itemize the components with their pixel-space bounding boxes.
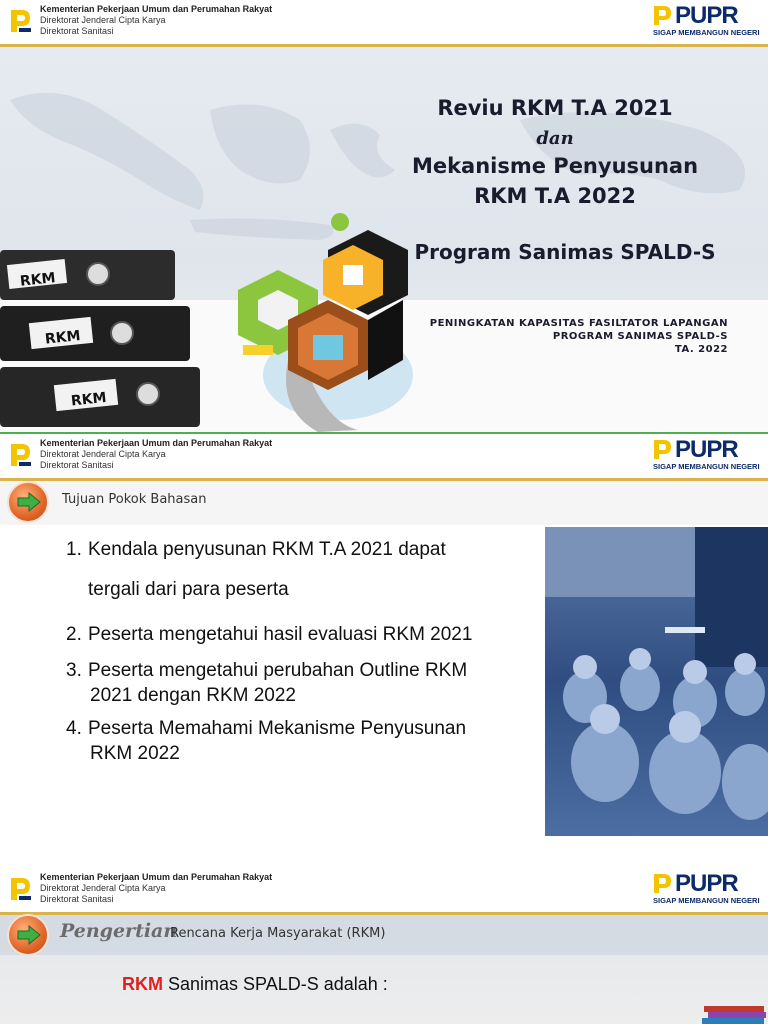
definition-heading: Pengertian — [60, 920, 178, 942]
arrow-right-icon — [7, 481, 49, 523]
slide-definition — [0, 868, 768, 1024]
binders-illustration — [0, 236, 205, 432]
title-line3: Mekanisme Penyusunan — [411, 154, 699, 178]
pupr-tagline: SIGAP MEMBANGUN NEGERI — [653, 28, 760, 37]
objective-item-2: 2. Peserta mengetahui hasil evaluasi RKM 2021 — [66, 624, 473, 645]
pupr-logo-icon — [653, 438, 673, 460]
subtitle-line3: TA. 2022 — [674, 344, 728, 355]
ministry-text — [40, 872, 272, 905]
ministry-line2: Direktorat Jenderal Cipta Karya — [40, 449, 166, 459]
title-line1: Reviu RKM T.A 2021 — [437, 96, 673, 120]
ministry-line3: Direktorat Sanitasi — [40, 26, 114, 36]
arrow-right-icon — [7, 914, 49, 956]
ministry-text — [40, 4, 272, 37]
ministry-line2: Direktorat Jenderal Cipta Karya — [40, 883, 166, 893]
definition-subheading: Rencana Kerja Masyarakat (RKM) — [170, 926, 386, 941]
objective-item-3: 3. Peserta mengetahui perubahan Outline RKM 2021 dengan RKM 2022 — [66, 660, 468, 706]
pupr-tagline: SIGAP MEMBANGUN NEGERI — [653, 462, 760, 471]
binder-label-1: RKM — [19, 270, 57, 290]
community-meeting-photo — [545, 527, 768, 836]
ministry-line3: Direktorat Sanitasi — [40, 460, 114, 470]
books-illustration — [700, 998, 768, 1024]
slide-title — [0, 0, 768, 434]
title-line4: RKM T.A 2022 — [474, 184, 636, 208]
ministry-line1: Kementerian Pekerjaan Umum dan Perumahan Rakyat — [40, 4, 273, 14]
ministry-line1: Kementerian Pekerjaan Umum dan Perumahan Rakyat — [40, 438, 273, 448]
ministry-emblem-icon — [8, 874, 34, 902]
binder-label-2: RKM — [44, 327, 82, 348]
definition-text: Sanimas SPALD-S adalah : — [163, 974, 388, 994]
topic-heading: Tujuan Pokok Bahasan — [62, 492, 207, 507]
pupr-logo-icon — [653, 4, 673, 26]
program-title: Program Sanimas SPALD-S — [414, 240, 716, 264]
pupr-brand: PUPR — [675, 2, 738, 29]
subtitle-line2: PROGRAM SANIMAS SPALD-S — [552, 331, 728, 342]
pupr-logo — [653, 872, 768, 906]
objective-item-1-cont: tergali dari para peserta — [88, 579, 289, 600]
ministry-line3: Direktorat Sanitasi — [40, 894, 114, 904]
objective-item-4: 4. Peserta Memahami Mekanisme Penyusunan RKM 2022 — [66, 718, 467, 764]
pupr-logo — [653, 4, 768, 38]
pupr-logo — [653, 438, 768, 472]
pupr-logo-icon — [653, 872, 673, 894]
slide-objectives — [0, 434, 768, 868]
binder-label-3: RKM — [70, 389, 108, 410]
ministry-emblem-icon — [8, 440, 34, 468]
pupr-brand: PUPR — [675, 870, 738, 897]
ministry-emblem-icon — [8, 6, 34, 34]
ministry-line2: Direktorat Jenderal Cipta Karya — [40, 15, 166, 25]
slide-header — [0, 868, 768, 912]
subtitle-line1: PENINGKATAN KAPASITAS FASILTATOR LAPANGAN — [429, 318, 728, 329]
sanitation-hexagon-illustration — [228, 210, 418, 432]
definition-line — [122, 974, 388, 995]
ministry-text — [40, 438, 272, 471]
slide-header — [0, 0, 768, 44]
objective-item-1: 1. Kendala penyusunan RKM T.A 2021 dapat — [66, 539, 446, 560]
pupr-tagline: SIGAP MEMBANGUN NEGERI — [653, 896, 760, 905]
pupr-brand: PUPR — [675, 436, 738, 463]
definition-term: RKM — [122, 974, 163, 994]
slide-header — [0, 434, 768, 478]
title-line2: dan — [536, 128, 574, 149]
ministry-line1: Kementerian Pekerjaan Umum dan Perumahan Rakyat — [40, 872, 273, 882]
